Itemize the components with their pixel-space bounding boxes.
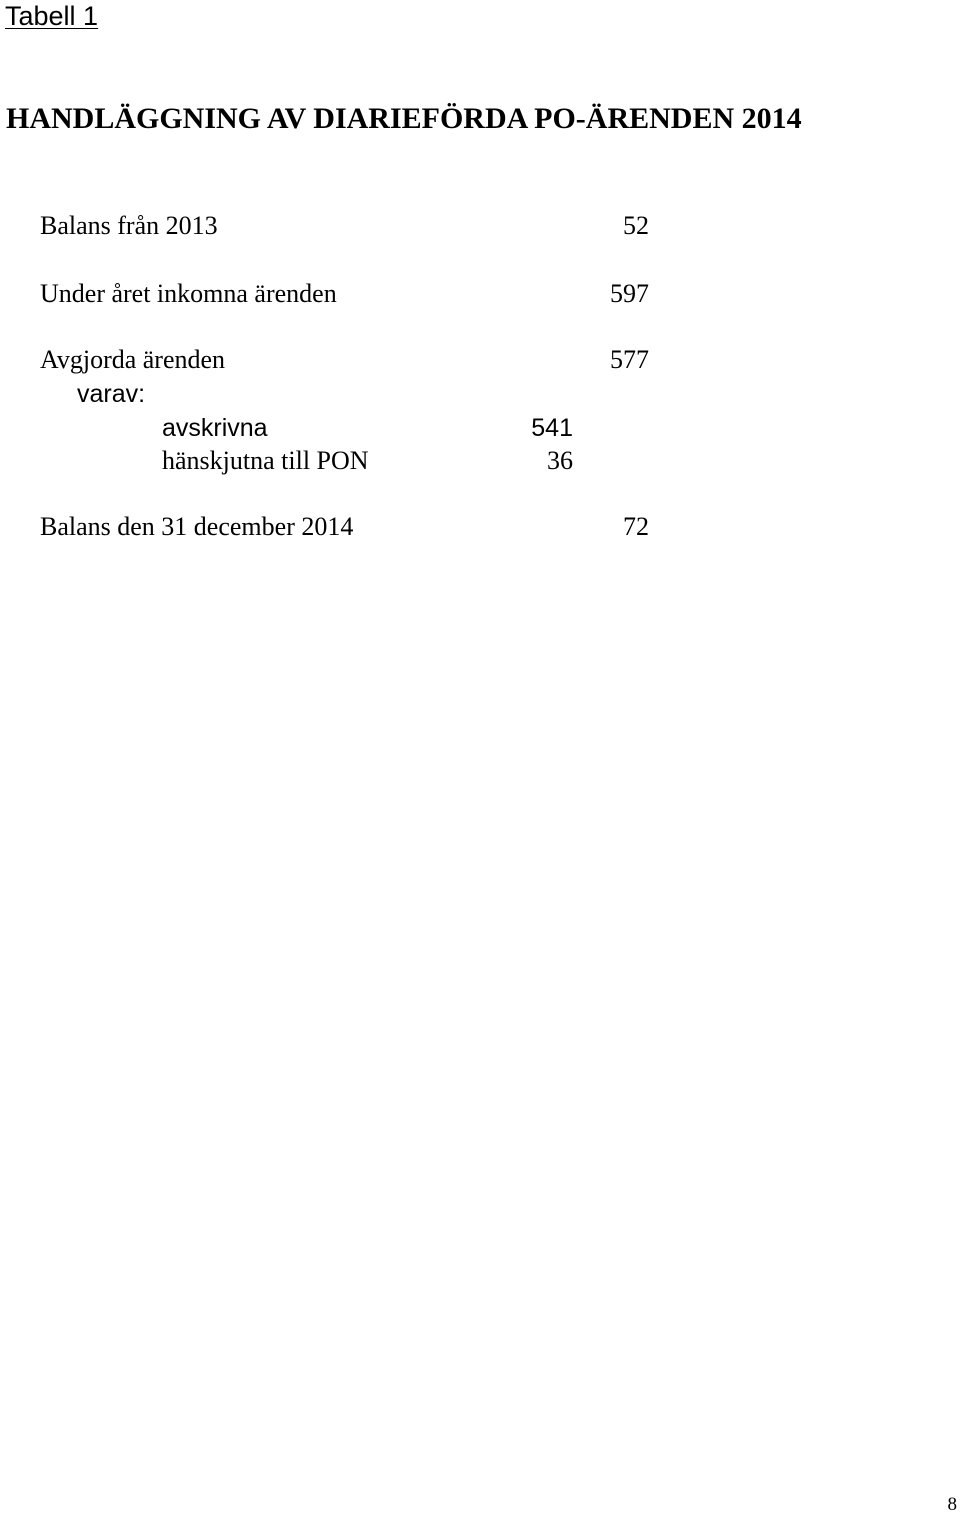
page-number: 8 xyxy=(947,1494,957,1515)
received-value: 597 xyxy=(610,279,649,308)
balance-start-label: Balans från 2013 xyxy=(40,211,218,240)
referred-value: 36 xyxy=(547,446,573,475)
balance-start-value: 52 xyxy=(623,211,649,240)
written-off-label: avskrivna xyxy=(162,414,268,442)
decided-label: Avgjorda ärenden xyxy=(40,345,226,374)
balance-end-value: 72 xyxy=(623,512,649,541)
decided-value: 577 xyxy=(610,345,649,374)
document-title: HANDLÄGGNING AV DIARIEFÖRDA PO-ÄRENDEN 2014 xyxy=(6,102,802,135)
balance-end-label: Balans den 31 december 2014 xyxy=(40,512,354,541)
table-label: Tabell 1 xyxy=(5,1,99,31)
of-which-label: varav: xyxy=(77,380,146,408)
referred-label: hänskjutna till PON xyxy=(162,446,369,475)
received-label: Under året inkomna ärenden xyxy=(40,279,337,308)
written-off-value: 541 xyxy=(531,414,573,442)
